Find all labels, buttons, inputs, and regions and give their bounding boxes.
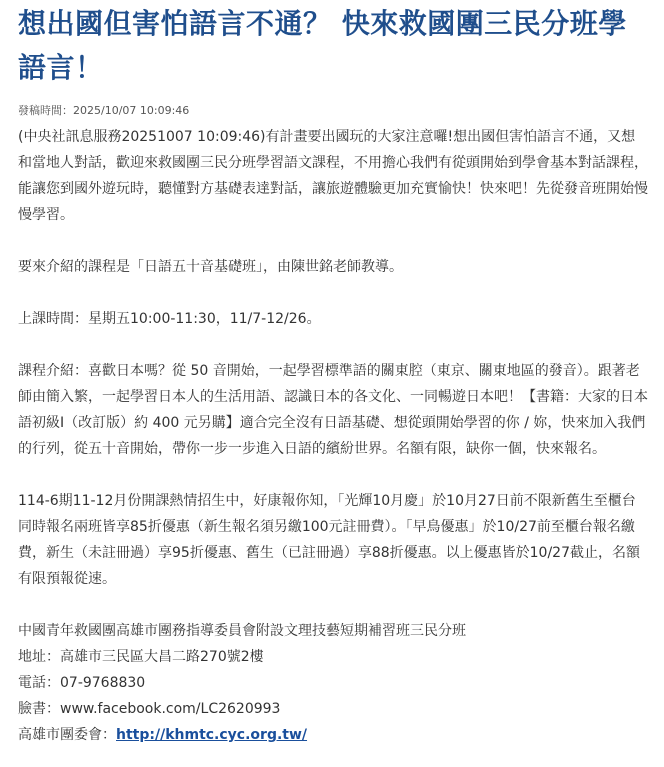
paragraph-intro: (中央社訊息服務20251007 10:09:46)有計畫要出國玩的大家注意囉!想出國但害怕語言不通，又想和當地人對話，歡迎來救國團三民分班學習語文課程，不用擔心我們有從頭開始到學會基本對話課程，能讓您到國外遊玩時，聽懂對方基礎表達對話，讓旅遊體驗更加充實愉快！快來吧！先從發音班開始慢慢學習。 [18,129,648,223]
website-label: 高雄市團委會： [18,727,116,743]
contact-phone: 電話：07-9768830 [18,675,146,691]
article-title: 想出國但害怕語言不通？ 快來救國團三民分班學語言！ [18,7,627,84]
contact-block [18,618,648,748]
website-link[interactable]: http://khmtc.cyc.org.tw/ [116,727,308,743]
paragraph-course-name: 要來介紹的課程是「日語五十音基礎班」，由陳世銘老師教導。 [18,259,403,275]
contact-address: 地址：高雄市三民區大昌二路270號2樓 [18,649,264,665]
article-body [18,124,648,748]
paragraph-class-time: 上課時間：星期五10:00-11:30，11/7-12/26。 [18,311,321,327]
contact-org: 中國青年救國團高雄市團務指導委員會附設文理技藝短期補習班三民分班 [18,623,466,639]
contact-website [18,722,648,748]
paragraph-promotion: 114-6期11-12月份開課熱情招生中，好康報你知，「光輝10月慶」於10月27日前不限新舊生至櫃台同時報名兩班皆享85折優惠（新生報名須另繳100元註冊費）。「早鳥優惠」於10/27前至櫃台報名繳費，新生（未註冊過）享95折優惠、舊生（已註冊過）享88折優惠。以上優惠皆於10/27截止，名額有限預報從速。 [18,493,640,587]
paragraph-course-description: 課程介紹：喜歡日本嗎？從 50 音開始，一起學習標準語的關東腔（東京、關東地區的發音）。跟著老師由簡入繁，一起學習日本人的生活用語、認識日本的各文化、一同暢遊日本吧！【書籍：大家的日本語初級Ⅰ（改訂版）約 400 元另購】適合完全沒有日語基礎、想從頭開始學習的你 / 妳，快來加入我們的行列，從五十音開始，帶你一步一步進入日語的繽紛世界。名額有限，缺你一個，快來報名。 [18,363,648,457]
contact-facebook: 臉書：www.facebook.com/LC2620993 [18,701,281,717]
publish-time: 發稿時間：2025/10/07 10:09:46 [18,104,190,117]
